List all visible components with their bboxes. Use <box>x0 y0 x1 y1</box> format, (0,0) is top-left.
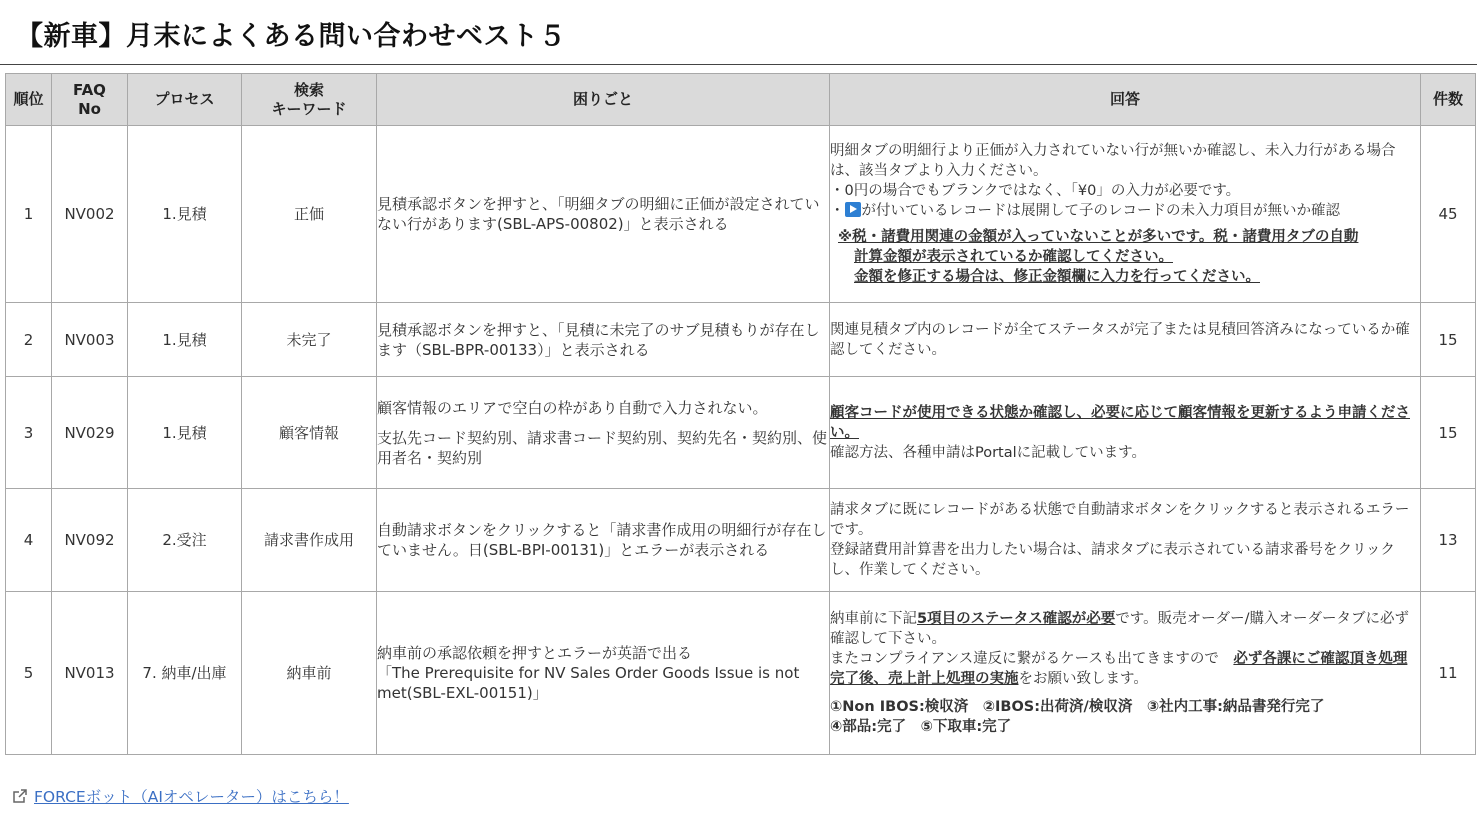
problem-text: 顧客情報のエリアで空白の枠があり自動で入力されない。 <box>377 398 768 417</box>
spacer <box>377 418 829 428</box>
answer-emphasis: 顧客コードが使用できる状態か確認し、必要に応じて顧客情報を更新するよう申請ください。 <box>830 404 1410 441</box>
table-row <box>6 489 1476 592</box>
header-keyword-label2: キーワード <box>271 99 347 118</box>
header-answer: 回答 <box>830 74 1421 126</box>
cell-answer <box>830 303 1421 377</box>
answer-text: 明細タブの明細行より正価が入力されていない行が無いか確認し、未入力行がある場合は、該当タブより入力ください。 <box>830 143 1396 179</box>
cell-keyword: 正価 <box>242 126 377 303</box>
expand-play-icon <box>845 202 861 217</box>
table-row <box>6 303 1476 377</box>
cell-count: 15 <box>1421 377 1476 489</box>
cell-faq-no: NV092 <box>52 489 128 592</box>
cell-answer <box>830 592 1421 755</box>
answer-emphasis: 5項目のステータス確認が必要 <box>917 611 1116 627</box>
bullet: ・ <box>830 203 845 219</box>
header-process: プロセス <box>128 74 242 126</box>
force-bot-link[interactable] <box>12 785 349 807</box>
page-title: 【新車】月末によくある問い合わせベスト５ <box>16 21 566 52</box>
cell-faq-no: NV003 <box>52 303 128 377</box>
cell-count: 15 <box>1421 303 1476 377</box>
answer-text-part: です。販売オーダー/購入オーダータブに必ず確認して下さい。 <box>830 611 1410 647</box>
cell-problem <box>377 377 830 489</box>
cell-process: 2.受注 <box>128 489 242 592</box>
cell-rank: 3 <box>6 377 52 489</box>
answer-text-part: をお願い致します。 <box>1018 671 1148 687</box>
cell-answer <box>830 489 1421 592</box>
cell-count: 11 <box>1421 592 1476 755</box>
faq-table <box>5 73 1476 755</box>
cell-rank: 1 <box>6 126 52 303</box>
cell-rank: 4 <box>6 489 52 592</box>
cell-problem: 自動請求ボタンをクリックすると「請求書作成用の明細行が存在していません。日(SBL-BPI-00131)」とエラーが表示される <box>377 489 830 592</box>
answer-text: ・0円の場合でもブランクではなく、「¥0」の入力が必要です。 <box>830 183 1241 199</box>
table-row <box>6 377 1476 489</box>
force-bot-link-label[interactable]: FORCEボット（AIオペレーター）はこちら！ <box>34 788 349 806</box>
answer-emphasis: 必ず各課にご確認頂き処理完了後、売上計上処理の実施 <box>830 651 1408 687</box>
answer-text <box>830 201 1420 221</box>
answer-text: 確認方法、各種申請はPortalに記載しています。 <box>830 444 1146 461</box>
cell-count: 13 <box>1421 489 1476 592</box>
cell-problem: 見積承認ボタンを押すと、「見積に未完了のサブ見積もりが存在します（SBL-BPR-00133）」と表示される <box>377 303 830 377</box>
cell-keyword: 請求書作成用 <box>242 489 377 592</box>
cell-process: 1.見積 <box>128 377 242 489</box>
cell-rank: 5 <box>6 592 52 755</box>
table-header-row <box>6 74 1476 126</box>
cell-problem <box>377 592 830 755</box>
header-rank: 順位 <box>6 74 52 126</box>
cell-faq-no: NV013 <box>52 592 128 755</box>
cell-rank: 2 <box>6 303 52 377</box>
header-keyword-label1: 検索 <box>293 80 324 99</box>
answer-text-part: またコンプライアンス違反に繋がるケースも出てきますので <box>830 651 1234 667</box>
header-no-label: No <box>78 99 101 118</box>
cell-process: 1.見積 <box>128 126 242 303</box>
cell-faq-no: NV029 <box>52 377 128 489</box>
cell-keyword: 顧客情報 <box>242 377 377 489</box>
answer-text: 請求タブに既にレコードがある状態で自動請求ボタンをクリックすると表示されるエラーです。 <box>830 502 1410 538</box>
header-faq-no <box>52 74 128 126</box>
cell-keyword: 未完了 <box>242 303 377 377</box>
table-row <box>6 592 1476 755</box>
answer-note <box>830 227 1420 287</box>
note-line: 計算金額が表示されているか確認してください。 <box>854 249 1173 265</box>
cell-answer <box>830 126 1421 303</box>
external-link-icon <box>12 788 28 804</box>
cell-faq-no: NV002 <box>52 126 128 303</box>
spacer <box>830 689 1420 697</box>
answer-text: 登録諸費用計算書を出力したい場合は、請求タブに表示されている請求番号をクリックし、作業してください。 <box>830 542 1395 578</box>
answer-text <box>830 649 1420 689</box>
cell-count: 45 <box>1421 126 1476 303</box>
header-faq-label: FAQ <box>73 80 106 99</box>
problem-text: 支払先コード契約別、請求書コード契約別、契約先名・契約別、使用者名・契約別 <box>377 428 828 467</box>
cell-process: 1.見積 <box>128 303 242 377</box>
title-divider <box>0 64 1477 65</box>
cell-answer <box>830 377 1421 489</box>
note-line: ※税・諸費用関連の金額が入っていないことが多いです。税・諸費用タブの自動 <box>838 229 1359 245</box>
answer-text <box>830 609 1420 649</box>
answer-text: 関連見積タブ内のレコードが全てステータスが完了または見積回答済みになっているか確認してください。 <box>830 321 1410 358</box>
header-count: 件数 <box>1421 74 1476 126</box>
answer-text-part: が付いているレコードは展開して子のレコードの未入力項目が無いか確認 <box>861 203 1340 219</box>
cell-process: 7. 納車/出庫 <box>128 592 242 755</box>
header-problem: 困りごと <box>377 74 830 126</box>
problem-text: 納車前の承認依頼を押すとエラーが英語で出る <box>377 644 693 662</box>
note-line: 金額を修正する場合は、修正金額欄に入力を行ってください。 <box>854 269 1260 285</box>
cell-problem: 見積承認ボタンを押すと、「明細タブの明細に正価が設定されていない行があります(SBL-APS-00802)」と表示される <box>377 126 830 303</box>
status-list-line: ④部品:完了 ⑤下取車:完了 <box>830 719 1012 735</box>
status-list-line: ①Non IBOS:検収済 ②IBOS:出荷済/検収済 ③社内工事:納品書発行完了 <box>830 699 1325 715</box>
cell-keyword: 納車前 <box>242 592 377 755</box>
table-row <box>6 126 1476 303</box>
problem-text: 「The Prerequisite for NV Sales Order Goods Issue is not met(SBL-EXL-00151)」 <box>377 664 800 702</box>
header-keyword <box>242 74 377 126</box>
answer-text-part: 納車前に下記 <box>830 611 917 627</box>
